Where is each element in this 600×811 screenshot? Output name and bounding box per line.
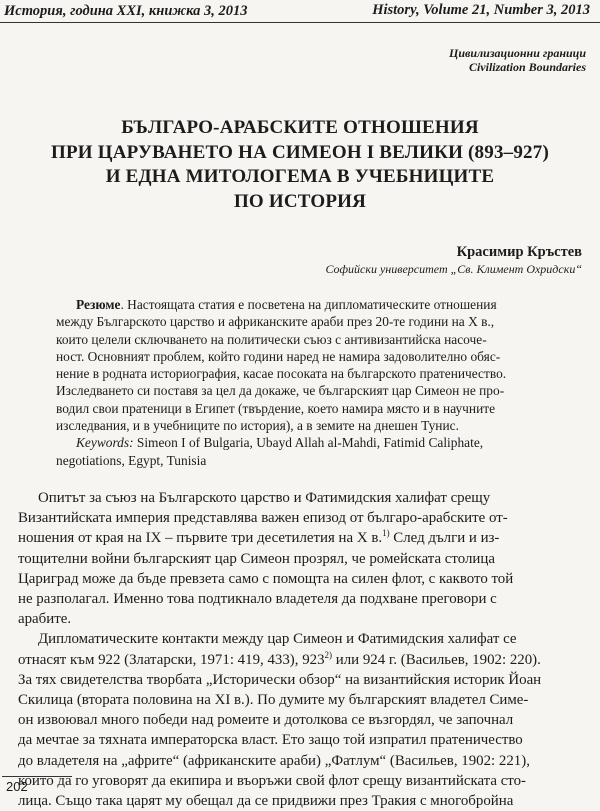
body-text-run: или 924 г. (Васильев, 1902: 220). [332, 651, 541, 668]
abstract-line: ност. Основният проблем, който години наред не намира задоволително обяс- [56, 348, 501, 364]
body-line: които да го уговорят да екипира и въоръжи свой флот срещу византийската сто- [18, 772, 527, 789]
body-text-run: ношения от края на IX – първите три десетилетия на Х в. [18, 530, 383, 547]
author-affiliation: Софийски университет „Св. Климент Охридски“ [325, 262, 582, 276]
body-line: Дипломатическите контакти между цар Симеон и Фатимидския халифат се [38, 631, 517, 648]
title-line: ПО ИСТОРИЯ [233, 190, 367, 212]
body-line: За тях свидетелства творбата „Исторически обзор“ на византийския историк Йоан [18, 671, 542, 688]
body-line: до владетеля на „африте“ (африканските араби) „Фатлум“ (Васильев, 1902: 221), [18, 752, 530, 769]
running-header [0, 2, 600, 22]
keywords-label: Keywords: [76, 435, 134, 451]
body-line: Цариград може да бъде превзета само с помощта на силен флот, с каквото той [18, 570, 514, 587]
body-line [18, 650, 584, 670]
body-line: не разполагал. Именно това подтикнало владетеля да подхване преговори с [18, 591, 497, 608]
body-line: лица. Също така царят му обещал да се придвижи през Тракия с многобройна [18, 793, 514, 810]
keywords-text: Simeon I of Bulgaria, Ubayd Allah al-Mahdi, Fatimid Caliphate, [133, 435, 484, 451]
rubric-en: Civilization Boundaries [468, 60, 586, 74]
section-rubric [449, 46, 586, 74]
body-line: Скилица (втората половина на XI в.). По думите му българският владетел Симе- [18, 692, 529, 709]
footer-rule [2, 776, 72, 777]
body-line [18, 528, 584, 548]
body-line: тощителни войни българският цар Симеон прозрял, че ромейската столица [18, 550, 495, 567]
abstract [56, 296, 540, 469]
header-journal-bg: История, година XXI, книжка 3, 2013 [4, 3, 248, 19]
body-text-run: отнасят към 922 (Златарски, 1971: 419, 433), 923 [18, 651, 325, 668]
abstract-line: водил свои пратеници в Египет (твърдение, което намира място и в научните [56, 400, 496, 416]
body-text-run: След дълги и из- [389, 530, 500, 547]
header-rule [0, 22, 600, 23]
abstract-line: които целели сключването на политически съюз с антивизантийска насоче- [56, 331, 487, 347]
abstract-line [56, 296, 540, 313]
footnote-ref[interactable]: 2) [324, 649, 333, 660]
keywords-line [56, 434, 540, 451]
abstract-label: Резюме [76, 297, 121, 312]
body-line: Византийската империя представлява важен епизод от българо-арабските от- [18, 510, 508, 527]
abstract-text: . Настоящата статия е посветена на дипломатическите отношения [120, 297, 497, 312]
title-line: И ЕДНА МИТОЛОГЕМА В УЧЕБНИЦИТЕ [105, 166, 495, 187]
body-text [18, 488, 584, 811]
abstract-line: изследвания, и в учебниците по история), а в земите на днешен Тунис. [56, 418, 459, 434]
body-line: Опитът за съюз на Българското царство и Фатимидския халифат срещу [38, 490, 491, 506]
body-line: да мечтае за тяхната императорска власт. Ето защо той изпратил пратеничество [18, 732, 523, 749]
body-line: арабите. [18, 611, 72, 628]
title-line: ПРИ ЦАРУВАНЕТО НА СИМЕОН І ВЕЛИКИ (893–927) [51, 141, 549, 163]
article-title [0, 116, 600, 214]
abstract-line: Изследването си поставя за цел да докаже, че българският цар Симеон не про- [56, 383, 505, 399]
title-line: БЪЛГАРО-АРАБСКИТЕ ОТНОШЕНИЯ [121, 117, 479, 138]
body-line: он извоювал много победи над ромеите и дотолкова се възгордял, че започнал [18, 712, 514, 729]
page-number: 202 [6, 779, 28, 794]
rubric-bg: Цивилизационни граници [448, 46, 586, 60]
author-name: Красимир Кръстев [456, 244, 582, 260]
keywords-line: negotiations, Egypt, Tunisia [56, 452, 207, 468]
abstract-line: нение в родната историография, касае посоката на българското пратеничество. [56, 366, 507, 382]
abstract-line: между Българското царство и африканските араби през 20-те години на Х в., [56, 314, 495, 330]
header-journal-en: History, Volume 21, Number 3, 2013 [372, 2, 590, 18]
footnote-ref[interactable]: 1) [382, 528, 390, 539]
